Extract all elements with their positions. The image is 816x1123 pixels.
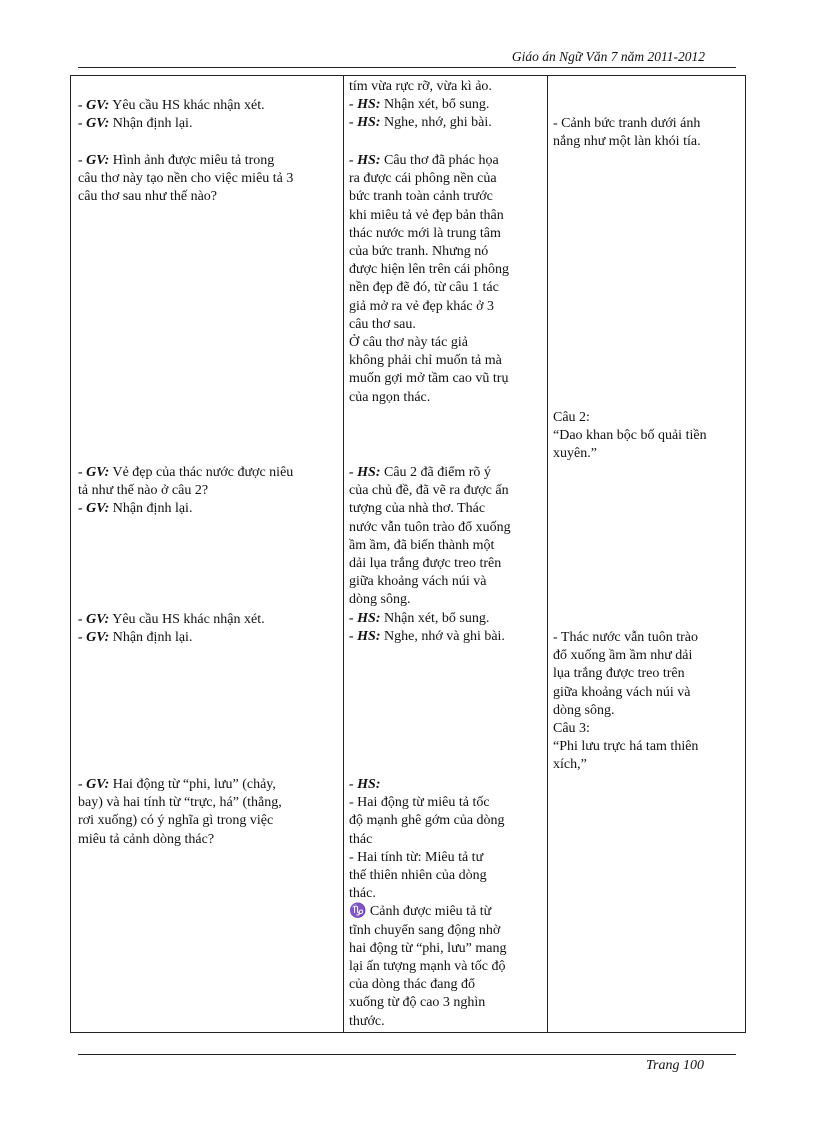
text-line <box>78 794 340 812</box>
line-text: thế thiên nhiên của dòng <box>349 868 487 884</box>
speaker-tag: - GV: <box>78 612 110 627</box>
line-text: giả mở ra vẻ đẹp khác ở 3 <box>349 298 495 314</box>
line-text: muốn gợi mở tầm cao vũ trụ <box>349 371 509 387</box>
text-line <box>78 482 340 500</box>
text-line <box>78 170 340 188</box>
text-line <box>349 812 545 830</box>
text-line <box>349 464 545 482</box>
line-text: Nhận định lại. <box>109 501 193 517</box>
line-text: Nhận xét, bổ sung. <box>380 610 490 626</box>
line-text: thác <box>349 831 373 847</box>
speaker-tag: - HS: <box>349 115 381 131</box>
line-text: Nghe, nhớ và ghi bài. <box>380 628 505 644</box>
content-block <box>553 629 743 775</box>
line-text: Câu 2: <box>553 410 590 425</box>
text-line <box>553 702 743 720</box>
speaker-tag: - GV: <box>78 501 110 517</box>
text-line <box>553 409 743 427</box>
text-line <box>349 170 545 188</box>
text-line <box>349 610 545 628</box>
line-text: xuống từ độ cao 3 nghìn <box>349 995 486 1011</box>
speaker-tag: - GV: <box>78 116 110 132</box>
line-text: của chủ đề, đã vẽ ra được ấn <box>349 483 509 499</box>
line-text: Câu thơ đã phác họa <box>380 153 499 168</box>
text-line <box>349 370 545 388</box>
line-text: - Hai động từ miêu tả tốc <box>349 795 490 811</box>
line-text: dải lụa trắng được treo trên <box>349 556 502 572</box>
speaker-tag: - HS: <box>349 628 381 644</box>
text-line <box>553 427 743 445</box>
line-text: khi miêu tả vẻ đẹp bản thân <box>349 207 504 223</box>
line-text: tĩnh chuyển sang động nhờ <box>349 922 501 938</box>
text-line <box>349 555 545 573</box>
line-text: Câu 2 đã điểm rõ ý <box>380 465 491 480</box>
line-text: không phải chỉ muốn tả mà <box>349 353 502 369</box>
text-line <box>78 152 340 170</box>
text-line <box>349 243 545 261</box>
text-line <box>553 115 743 133</box>
line-text: lụa trắng được treo trên <box>553 666 685 682</box>
student-block <box>349 78 545 133</box>
text-line <box>78 500 340 518</box>
text-line <box>349 389 545 407</box>
line-text: Hình ảnh được miêu tả trong <box>109 153 275 168</box>
text-line <box>78 611 340 629</box>
column-divider-1 <box>343 75 344 1033</box>
text-line <box>349 776 545 794</box>
text-line <box>349 1013 545 1031</box>
line-text: - Hai tính từ: Miêu tả tư <box>349 849 484 865</box>
text-line <box>78 629 340 647</box>
line-text: thước. <box>349 1013 385 1029</box>
line-text: nước vẫn tuôn trào đổ xuống <box>349 519 511 535</box>
text-line <box>349 994 545 1012</box>
text-line <box>553 133 743 151</box>
text-line <box>349 225 545 243</box>
student-block <box>349 152 545 407</box>
line-text: của ngọn thác. <box>349 389 431 405</box>
line-text: xuyên.” <box>553 446 597 462</box>
line-text: câu thơ này tạo nền cho việc miêu tả 3 <box>78 171 294 187</box>
line-text: - Thác nước vẫn tuôn trào <box>553 630 698 645</box>
text-line <box>78 97 340 115</box>
line-text: được hiện lên trên cái phông <box>349 262 509 278</box>
teacher-block <box>78 152 340 207</box>
line-text: dòng sông. <box>553 702 615 718</box>
text-line <box>349 867 545 885</box>
line-text: “Dao khan bộc bố quải tiền <box>553 428 707 444</box>
line-text: Hai động từ “phi, lưu” (chảy, <box>109 777 276 792</box>
text-line <box>349 78 545 96</box>
text-line <box>349 922 545 940</box>
student-block <box>349 464 545 646</box>
text-line <box>349 334 545 352</box>
text-line <box>349 500 545 518</box>
line-text: Yêu cầu HS khác nhận xét. <box>109 612 265 627</box>
text-line <box>349 940 545 958</box>
text-line <box>78 831 340 849</box>
line-text: câu thơ sau như thế nào? <box>78 189 218 205</box>
line-text: bức tranh toàn cảnh trước <box>349 189 493 205</box>
speaker-tag: - HS: <box>349 610 381 626</box>
line-text: bay) và hai tính từ “trực, há” (thẳng, <box>78 795 282 811</box>
line-text: miêu tả cảnh dòng thác? <box>78 831 215 847</box>
text-line <box>78 464 340 482</box>
text-line <box>553 665 743 683</box>
text-line <box>553 738 743 756</box>
text-line <box>553 647 743 665</box>
line-text: giữa khoảng vách núi và <box>553 684 691 700</box>
text-line <box>553 684 743 702</box>
speaker-tag: - GV: <box>78 630 110 646</box>
line-text: nắng như một làn khói tía. <box>553 134 701 150</box>
line-text: độ mạnh ghê gớm của dòng <box>349 813 505 829</box>
teacher-block <box>78 97 340 133</box>
line-text: tượng của nhà thơ. Thác <box>349 501 486 517</box>
text-line <box>349 279 545 297</box>
speaker-tag: - HS: <box>349 465 381 480</box>
page-number: Trang 100 <box>646 1058 704 1073</box>
line-text: rơi xuống) có ý nghĩa gì trong việc <box>78 813 274 829</box>
line-text: của dòng thác đang đổ <box>349 977 475 993</box>
text-line <box>349 298 545 316</box>
text-line <box>78 188 340 206</box>
text-line <box>349 885 545 903</box>
speaker-tag: - GV: <box>78 465 110 480</box>
content-block <box>553 115 743 151</box>
line-text: Nhận xét, bổ sung. <box>380 97 490 113</box>
line-text: nền đẹp đẽ đó, từ câu 1 tác <box>349 280 499 296</box>
text-line <box>78 812 340 830</box>
text-line <box>349 591 545 609</box>
text-line <box>349 352 545 370</box>
text-line <box>349 519 545 537</box>
speaker-tag: - GV: <box>78 777 110 792</box>
speaker-tag: - HS: <box>349 777 381 792</box>
speaker-tag: - HS: <box>349 153 381 168</box>
line-text: ầm ầm, đã biến thành một <box>349 537 495 553</box>
line-text: Ở câu thơ này tác giả <box>349 335 468 351</box>
header-rule <box>78 67 736 68</box>
text-line <box>349 188 545 206</box>
text-line <box>349 207 545 225</box>
text-line <box>553 629 743 647</box>
speaker-tag: - GV: <box>78 98 110 113</box>
page-header: Giáo án Ngữ Văn 7 năm 2011-2012 <box>511 49 705 64</box>
speaker-tag: - GV: <box>78 153 110 168</box>
text-line <box>349 958 545 976</box>
text-line <box>349 261 545 279</box>
text-line <box>349 96 545 114</box>
line-text: dòng sông. <box>349 592 411 608</box>
text-line <box>349 573 545 591</box>
line-text: đổ xuống ầm ầm như dải <box>553 648 693 664</box>
line-text: hai động từ “phi, lưu” mang <box>349 940 507 956</box>
text-line <box>553 720 743 738</box>
speaker-tag: - HS: <box>349 97 381 113</box>
text-line <box>553 445 743 463</box>
line-text: Yêu cầu HS khác nhận xét. <box>109 98 265 113</box>
line-text: ra được cái phông nền của <box>349 171 497 187</box>
text-line <box>349 316 545 334</box>
line-text: ♑ Cảnh được miêu tả từ <box>349 904 492 920</box>
student-block <box>349 776 545 1031</box>
line-text: tả như thế nào ở câu 2? <box>78 483 209 499</box>
text-line <box>349 482 545 500</box>
text-line <box>349 849 545 867</box>
line-text: xích,” <box>553 757 587 773</box>
text-line <box>349 831 545 849</box>
text-line <box>349 537 545 555</box>
text-line <box>349 114 545 132</box>
line-text: “Phi lưu trực há tam thiên <box>553 739 699 755</box>
line-text: Nhận định lại. <box>109 116 193 132</box>
column-divider-2 <box>547 75 548 1033</box>
line-text: thác. <box>349 886 376 902</box>
line-text: - Cảnh bức tranh dưới ánh <box>553 116 701 131</box>
teacher-block <box>78 776 340 849</box>
text-line <box>78 115 340 133</box>
text-line <box>349 152 545 170</box>
text-line <box>349 903 545 921</box>
teacher-block <box>78 464 340 519</box>
line-text: lại ấn tượng mạnh và tốc độ <box>349 959 506 975</box>
text-line <box>349 628 545 646</box>
line-text: câu thơ sau. <box>349 316 416 332</box>
footer-rule <box>78 1054 736 1055</box>
line-text: Câu 3: <box>553 721 590 737</box>
teacher-block <box>78 611 340 647</box>
text-line <box>78 776 340 794</box>
line-text: Vẻ đẹp của thác nước được niêu <box>109 465 294 480</box>
line-text: giữa khoảng vách núi và <box>349 574 487 590</box>
line-text: tím vừa rực rỡ, vừa kì ảo. <box>349 79 492 94</box>
text-line <box>553 756 743 774</box>
content-block <box>553 409 743 464</box>
text-line <box>349 794 545 812</box>
line-text: Nhận định lại. <box>109 630 193 646</box>
line-text: Nghe, nhớ, ghi bài. <box>380 115 492 131</box>
text-line <box>349 976 545 994</box>
line-text: của bức tranh. Nhưng nó <box>349 244 489 260</box>
line-text: thác nước mới là trung tâm <box>349 225 501 241</box>
